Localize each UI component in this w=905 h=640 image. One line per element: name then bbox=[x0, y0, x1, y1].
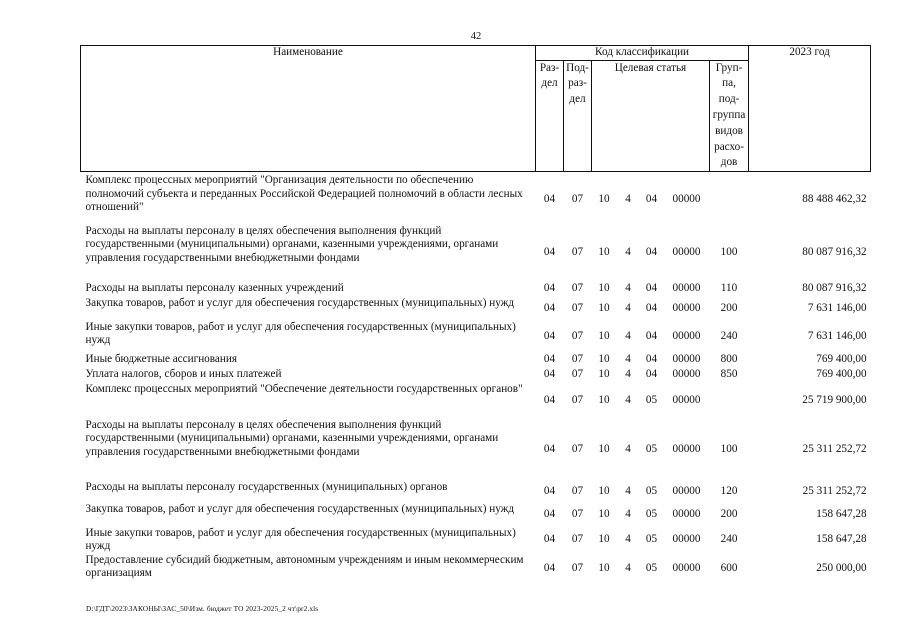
cell-amount: 25 311 252,72 bbox=[802, 442, 867, 455]
cell-target-2: 4 bbox=[625, 353, 631, 366]
table-row bbox=[81, 321, 871, 353]
cell-target-2: 4 bbox=[625, 246, 631, 259]
cell-razdel: 04 bbox=[543, 368, 556, 381]
cell-podrazdel: 07 bbox=[571, 353, 584, 366]
cell-target-2: 4 bbox=[625, 282, 631, 295]
cell-target-3: 04 bbox=[645, 329, 658, 342]
cell-razdel: 04 bbox=[543, 484, 556, 497]
cell-target-1: 10 bbox=[598, 507, 610, 520]
cell-target-2: 4 bbox=[625, 507, 631, 520]
cell-target-4: 00000 bbox=[672, 393, 701, 406]
cell-expense-type: 800 bbox=[720, 353, 738, 366]
cell-expense-type: 240 bbox=[720, 533, 738, 546]
cell-expense-type: 200 bbox=[720, 507, 738, 520]
cell-target-2: 4 bbox=[625, 533, 631, 546]
row-name: Расходы на выплаты персоналу государственных (муниципальных) органов bbox=[85, 480, 448, 493]
table-row bbox=[81, 503, 871, 527]
cell-podrazdel: 07 bbox=[571, 533, 584, 546]
row-name: Расходы на выплаты персоналу казенных учреждений bbox=[85, 281, 344, 294]
cell-target-2: 4 bbox=[625, 192, 631, 205]
cell-amount: 769 400,00 bbox=[816, 353, 867, 366]
cell-amount: 250 000,00 bbox=[816, 562, 867, 575]
cell-podrazdel: 07 bbox=[571, 282, 584, 295]
row-name: Расходы на выплаты персоналу в целях обеспечения выполнения функций государственными (муниципальными) органами, казенными учреждениями, органами управления государственными внебюджетными фондами bbox=[85, 224, 499, 264]
cell-razdel: 04 bbox=[543, 282, 556, 295]
cell-target-2: 4 bbox=[625, 393, 631, 406]
row-name: Расходы на выплаты персоналу в целях обеспечения выполнения функций государственными (муниципальными) органами, казенными учреждениями, органами управления государственными внебюджетными фондами bbox=[85, 418, 499, 458]
cell-amount: 158 647,28 bbox=[816, 507, 867, 520]
cell-amount: 158 647,28 bbox=[816, 533, 867, 546]
cell-razdel: 04 bbox=[543, 533, 556, 546]
cell-target-3: 04 bbox=[645, 192, 658, 205]
row-name: Уплата налогов, сборов и иных платежей bbox=[85, 367, 282, 380]
cell-target-3: 05 bbox=[645, 393, 658, 406]
cell-target-2: 4 bbox=[625, 368, 631, 381]
cell-target-4: 00000 bbox=[672, 246, 701, 259]
cell-amount: 7 631 146,00 bbox=[807, 301, 867, 314]
cell-target-3: 05 bbox=[645, 442, 658, 455]
cell-expense-type bbox=[710, 172, 749, 225]
cell-target-3: 05 bbox=[645, 533, 658, 546]
cell-target-4: 00000 bbox=[672, 301, 701, 314]
cell-amount: 7 631 146,00 bbox=[807, 329, 867, 342]
cell-podrazdel: 07 bbox=[571, 368, 584, 381]
cell-target-4: 00000 bbox=[672, 282, 701, 295]
cell-amount: 25 311 252,72 bbox=[802, 484, 867, 497]
table-row bbox=[81, 481, 871, 503]
cell-target-1: 10 bbox=[598, 353, 610, 366]
table-body bbox=[81, 172, 871, 584]
page-number: 42 bbox=[470, 31, 482, 42]
cell-razdel: 04 bbox=[543, 246, 556, 259]
table-row bbox=[81, 353, 871, 368]
cell-razdel: 04 bbox=[543, 393, 556, 406]
cell-podrazdel: 07 bbox=[571, 442, 584, 455]
cell-razdel: 04 bbox=[543, 507, 556, 520]
cell-target-2: 4 bbox=[625, 562, 631, 575]
table-row bbox=[81, 527, 871, 554]
cell-target-1: 10 bbox=[598, 329, 610, 342]
cell-razdel: 04 bbox=[543, 353, 556, 366]
cell-target-1: 10 bbox=[598, 442, 610, 455]
cell-expense-type bbox=[710, 383, 749, 419]
cell-razdel: 04 bbox=[543, 329, 556, 342]
cell-target-3: 05 bbox=[645, 507, 658, 520]
table-row bbox=[81, 297, 871, 321]
cell-expense-type: 100 bbox=[720, 246, 738, 259]
table-row bbox=[81, 368, 871, 383]
row-name: Иные бюджетные ассигнования bbox=[85, 352, 237, 365]
header-subsection: Под- раз- дел bbox=[564, 60, 592, 172]
table-row bbox=[81, 282, 871, 297]
header-classification-code: Код классификации bbox=[536, 46, 749, 61]
cell-target-1: 10 bbox=[598, 301, 610, 314]
table-header bbox=[81, 46, 871, 172]
file-path-footer: D:\ГДТ\2023\ЗАКОНЫ\ЗАС_50\Изм. бюджет ТО 2023-2025_2 чт\pr2.xls bbox=[86, 604, 319, 613]
cell-target-3: 04 bbox=[645, 246, 658, 259]
table-row bbox=[81, 172, 871, 225]
cell-target-4: 00000 bbox=[672, 329, 701, 342]
cell-expense-type: 600 bbox=[720, 562, 738, 575]
cell-target-1: 10 bbox=[598, 533, 610, 546]
cell-target-4: 00000 bbox=[672, 353, 701, 366]
cell-podrazdel: 07 bbox=[571, 329, 584, 342]
row-name: Комплекс процессных мероприятий "Организация деятельности по обеспечению полномочий субъекта и переданных Российской Федерацией полномочий в области лесных отношений" bbox=[85, 174, 523, 214]
table-row bbox=[81, 419, 871, 481]
cell-target-1: 10 bbox=[598, 562, 610, 575]
cell-target-2: 4 bbox=[625, 301, 631, 314]
header-expense-group: Груп- па, под- группа видов расхо- дов bbox=[710, 60, 749, 172]
header-target-article: Целевая статья bbox=[592, 60, 710, 172]
cell-podrazdel: 07 bbox=[571, 507, 584, 520]
cell-target-3: 05 bbox=[645, 562, 658, 575]
budget-table bbox=[80, 45, 871, 584]
cell-target-4: 00000 bbox=[672, 507, 701, 520]
cell-target-1: 10 bbox=[598, 393, 610, 406]
cell-target-1: 10 bbox=[598, 282, 610, 295]
cell-amount: 769 400,00 bbox=[816, 368, 867, 381]
cell-expense-type: 100 bbox=[720, 442, 738, 455]
table-row bbox=[81, 383, 871, 419]
cell-podrazdel: 07 bbox=[571, 301, 584, 314]
row-name: Закупка товаров, работ и услуг для обеспечения государственных (муниципальных) нужд bbox=[85, 296, 515, 309]
cell-expense-type: 850 bbox=[720, 368, 738, 381]
cell-target-1: 10 bbox=[598, 192, 610, 205]
cell-razdel: 04 bbox=[543, 562, 556, 575]
header-section: Раз- дел bbox=[536, 60, 564, 172]
cell-expense-type: 200 bbox=[720, 301, 738, 314]
cell-target-1: 10 bbox=[598, 484, 610, 497]
row-name: Комплекс процессных мероприятий "Обеспечение деятельности государственных органов" bbox=[85, 382, 523, 395]
row-name: Предоставление субсидий бюджетным, автономным учреждениям и иным некоммерческим организациям bbox=[85, 553, 524, 580]
cell-expense-type: 120 bbox=[720, 484, 738, 497]
row-name: Закупка товаров, работ и услуг для обеспечения государственных (муниципальных) нужд bbox=[85, 502, 515, 515]
cell-razdel: 04 bbox=[543, 192, 556, 205]
table-row bbox=[81, 225, 871, 282]
cell-podrazdel: 07 bbox=[571, 393, 584, 406]
cell-target-2: 4 bbox=[625, 442, 631, 455]
row-name: Иные закупки товаров, работ и услуг для обеспечения государственных (муниципальных) нужд bbox=[85, 526, 516, 553]
cell-target-2: 4 bbox=[625, 329, 631, 342]
cell-expense-type: 240 bbox=[720, 329, 738, 342]
cell-target-4: 00000 bbox=[672, 562, 701, 575]
cell-target-3: 04 bbox=[645, 282, 658, 295]
cell-target-3: 04 bbox=[645, 353, 658, 366]
cell-podrazdel: 07 bbox=[571, 484, 584, 497]
table-row bbox=[81, 554, 871, 584]
cell-target-3: 04 bbox=[645, 301, 658, 314]
cell-target-2: 4 bbox=[625, 484, 631, 497]
row-name: Иные закупки товаров, работ и услуг для обеспечения государственных (муниципальных) нужд bbox=[85, 320, 516, 347]
cell-target-3: 04 bbox=[645, 368, 658, 381]
cell-amount: 88 488 462,32 bbox=[802, 192, 867, 205]
cell-podrazdel: 07 bbox=[571, 246, 584, 259]
cell-podrazdel: 07 bbox=[571, 192, 584, 205]
cell-amount: 80 087 916,32 bbox=[802, 282, 867, 295]
cell-target-3: 05 bbox=[645, 484, 658, 497]
cell-target-4: 00000 bbox=[672, 192, 701, 205]
cell-target-4: 00000 bbox=[672, 442, 701, 455]
cell-razdel: 04 bbox=[543, 442, 556, 455]
cell-podrazdel: 07 bbox=[571, 562, 584, 575]
cell-target-4: 00000 bbox=[672, 533, 701, 546]
cell-target-4: 00000 bbox=[672, 484, 701, 497]
cell-razdel: 04 bbox=[543, 301, 556, 314]
header-year: 2023 год bbox=[749, 46, 871, 172]
cell-amount: 80 087 916,32 bbox=[802, 246, 867, 259]
cell-target-1: 10 bbox=[598, 246, 610, 259]
cell-expense-type: 110 bbox=[720, 282, 738, 295]
cell-target-4: 00000 bbox=[672, 368, 701, 381]
cell-amount: 25 719 900,00 bbox=[802, 393, 867, 406]
cell-target-1: 10 bbox=[598, 368, 610, 381]
header-name: Наименование bbox=[81, 46, 536, 172]
